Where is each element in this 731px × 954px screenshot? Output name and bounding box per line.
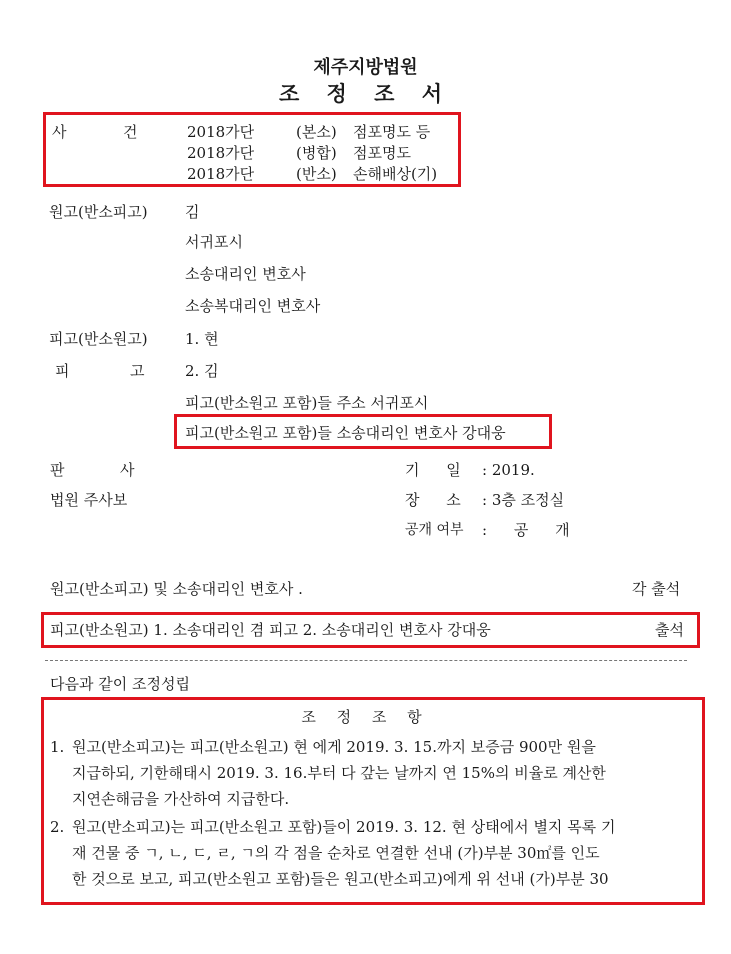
place-value: : 3층 조정실 — [482, 491, 565, 509]
judge-label-b: 사 — [120, 461, 135, 479]
case-name: 점포명도 — [353, 144, 411, 162]
item-2-line: 한 것으로 보고, 피고(반소원고 포함)들은 원고(반소피고)에게 위 선내 (가)부분 30 — [72, 870, 609, 888]
case-label-a: 사 — [52, 123, 67, 141]
item-2-number: 2. — [50, 818, 65, 836]
defendant-attendance: 피고(반소원고) 1. 소송대리인 겸 피고 2. 소송대리인 변호사 강대웅 — [50, 621, 491, 639]
item-1-line: 원고(반소피고)는 피고(반소원고) 현 에게 2019. 3. 15.까지 보증금 900만 원을 — [72, 738, 596, 756]
case-number: 2018가단 — [187, 123, 255, 141]
case-number: 2018가단 — [187, 144, 255, 162]
case-type: (반소) — [296, 165, 337, 183]
item-1-number: 1. — [50, 738, 65, 756]
case-name: 점포명도 등 — [353, 123, 431, 141]
case-label-b: 건 — [123, 123, 138, 141]
date-label: 기 일 — [405, 461, 461, 479]
item-1-line: 지연손해금을 가산하여 지급한다. — [72, 790, 290, 808]
mediation-intro: 다음과 같이 조정성립 — [50, 675, 190, 693]
item-1-line: 지급하되, 기한해태시 2019. 3. 16.부터 다 갚는 날까지 연 15%의 비율로 계산한 — [72, 764, 606, 782]
plaintiff-sub-attorney: 소송복대리인 변호사 — [185, 297, 321, 315]
defendant-2: 2. 김 — [185, 362, 219, 380]
plaintiff-attendance-status: 각 출석 — [632, 580, 681, 598]
defendant-attendance-status: 출석 — [655, 621, 684, 639]
plaintiff-name: 김 — [185, 203, 200, 221]
item-2-line: 원고(반소피고)는 피고(반소원고 포함)들이 2019. 3. 12. 현 상태에서 별지 목록 기 — [72, 818, 616, 836]
case-number: 2018가단 — [187, 165, 255, 183]
case-type: (본소) — [296, 123, 337, 141]
place-label: 장 소 — [405, 491, 461, 509]
public-value: : 공 개 — [482, 521, 570, 539]
defendant-attorney: 피고(반소원고 포함)들 소송대리인 변호사 강대웅 — [185, 424, 506, 442]
case-type: (병합) — [296, 144, 337, 162]
item-2-line: 재 건물 중 ㄱ, ㄴ, ㄷ, ㄹ, ㄱ의 각 점을 순차로 연결한 선내 (가)부분 30㎡를 인도 — [72, 844, 600, 862]
plaintiff-attorney: 소송대리인 변호사 — [185, 265, 306, 283]
defendant-2-label-a: 피 — [55, 362, 70, 380]
case-name: 손해배상(기) — [353, 165, 438, 183]
document-title: 조 정 조 서 — [278, 82, 453, 106]
defendant-address: 피고(반소원고 포함)들 주소 서귀포시 — [185, 394, 429, 412]
defendant-2-label-b: 고 — [130, 362, 145, 380]
judge-label-a: 판 — [50, 461, 65, 479]
court-name: 제주지방법원 — [313, 57, 418, 78]
defendant-1: 1. 현 — [185, 330, 219, 348]
plaintiff-label: 원고(반소피고) — [49, 203, 148, 221]
plaintiff-address: 서귀포시 — [185, 233, 243, 251]
mediation-section-title: 조 정 조 항 — [301, 708, 430, 726]
public-label: 공개 여부 — [405, 522, 464, 538]
defendant-label: 피고(반소원고) — [49, 330, 148, 348]
date-value: : 2019. — [482, 461, 535, 479]
clerk-label: 법원 주사보 — [50, 491, 128, 509]
plaintiff-attendance: 원고(반소피고) 및 소송대리인 변호사 . — [50, 580, 303, 598]
section-divider — [45, 660, 687, 661]
